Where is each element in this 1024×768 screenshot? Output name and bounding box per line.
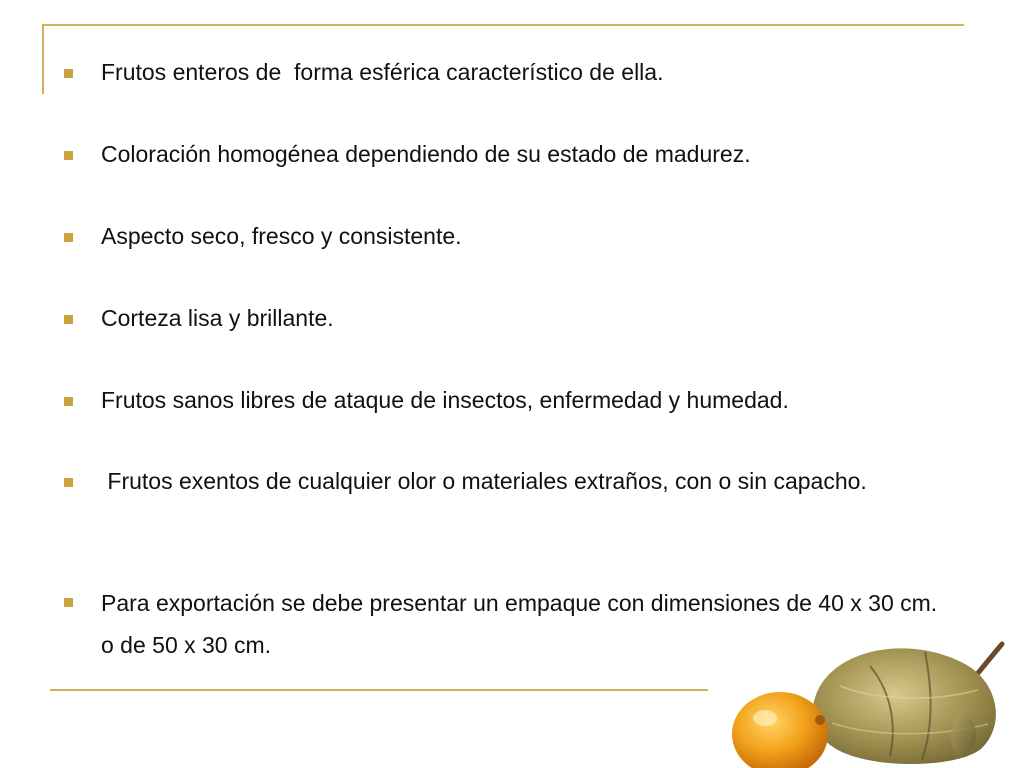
left-divider (42, 24, 44, 94)
physalis-fruit-icon (720, 628, 1024, 768)
bottom-divider (50, 689, 708, 691)
bullet-square-icon (64, 478, 73, 487)
bullet-text: Frutos sanos libres de ataque de insectos, enfermedad y humedad. (101, 387, 789, 413)
bullet-text: Frutos enteros de forma esférica característico de ella. (101, 59, 664, 85)
bullet-text: Corteza lisa y brillante. (101, 305, 334, 331)
bullet-square-icon (64, 315, 73, 324)
bullet-text: Coloración homogénea dependiendo de su estado de madurez. (101, 141, 751, 167)
bullet-square-icon (64, 598, 73, 607)
bullet-square-icon (64, 397, 73, 406)
bullet-text: Frutos exentos de cualquier olor o materiales extraños, con o sin capacho. (101, 468, 867, 494)
top-divider (42, 24, 964, 26)
bullet-square-icon (64, 233, 73, 242)
bullet-text: Para exportación se debe presentar un empaque con dimensiones de 40 x 30 cm. o de 50 x 30 cm. (101, 590, 944, 658)
bullet-square-icon (64, 151, 73, 160)
bullet-text: Aspecto seco, fresco y consistente. (101, 223, 462, 249)
bullet-square-icon (64, 69, 73, 78)
